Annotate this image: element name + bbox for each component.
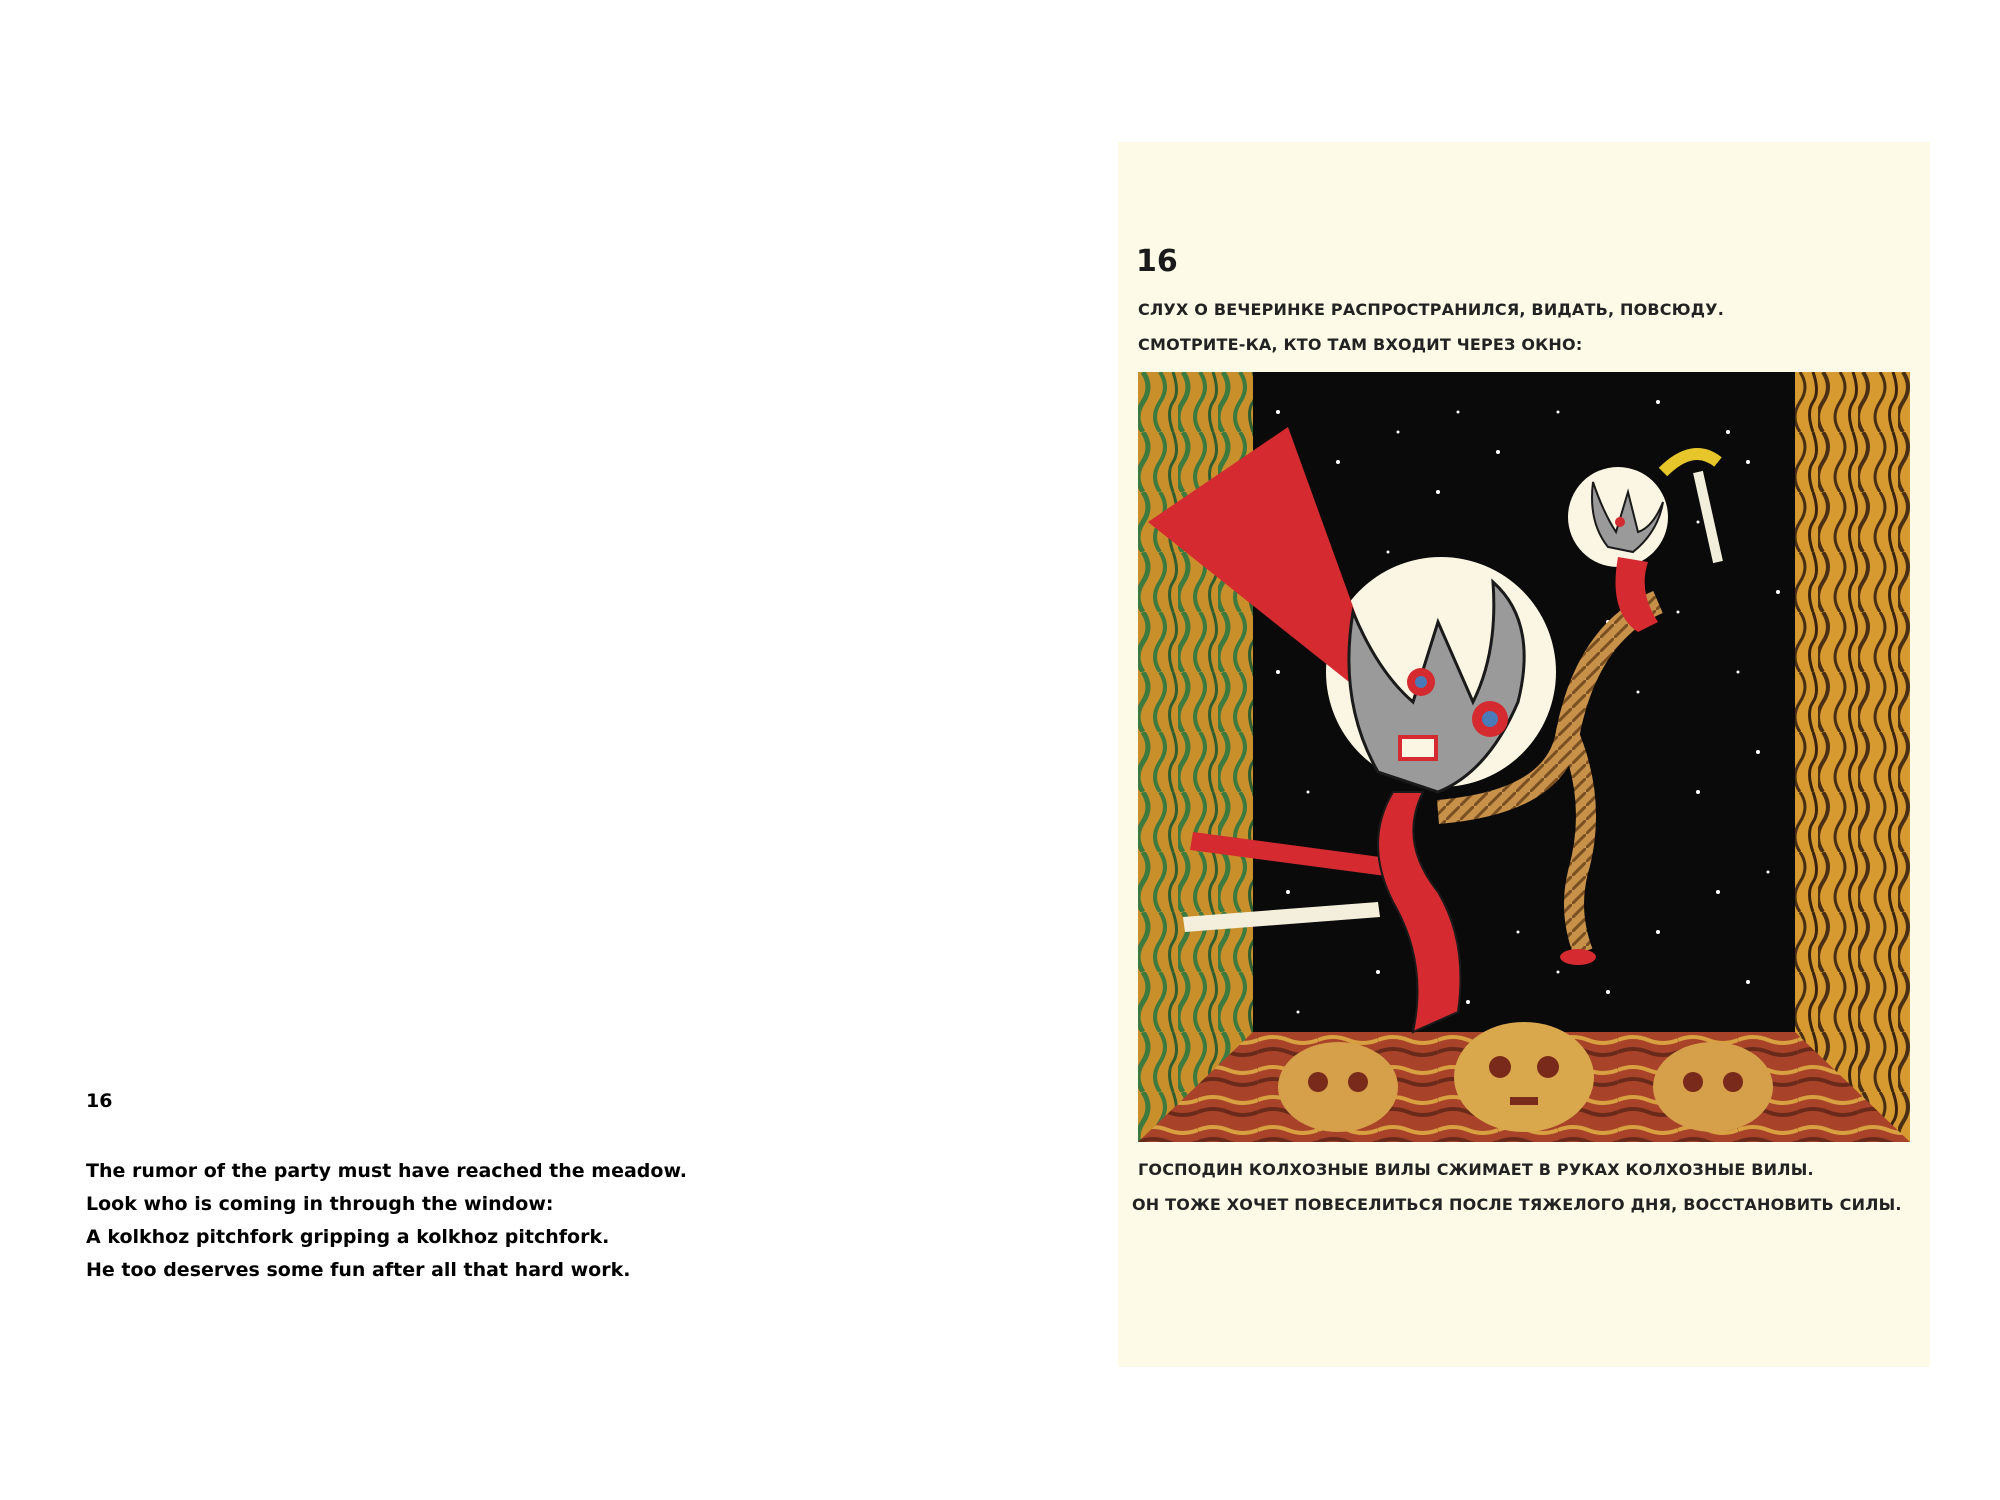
wood-wall-right	[1795, 372, 1910, 1142]
left-page-text	[86, 1155, 687, 1287]
text-line: He too deserves some fun after all that hard work.	[86, 1259, 631, 1281]
illustration-svg	[1138, 372, 1910, 1142]
text-line: The rumor of the party must have reached the meadow.	[86, 1160, 687, 1182]
left-page-number: 16	[86, 1090, 113, 1112]
illustration	[1138, 372, 1910, 1142]
text-line: A kolkhoz pitchfork gripping a kolkhoz pitchfork.	[86, 1226, 610, 1248]
caption-top-line: СМОТРИТЕ-КА, КТО ТАМ ВХОДИТ ЧЕРЕЗ ОКНО:	[1138, 335, 1583, 354]
text-line: Look who is coming in through the window:	[86, 1193, 554, 1215]
right-page	[1118, 142, 1930, 1367]
right-page-number: 16	[1136, 244, 1178, 279]
small-moon	[1568, 467, 1668, 567]
caption-bottom-line: ОН ТОЖЕ ХОЧЕТ ПОВЕСЕЛИТЬСЯ ПОСЛЕ ТЯЖЕЛОГО ДНЯ, ВОССТАНОВИТЬ СИЛЫ.	[1132, 1195, 1902, 1214]
caption-top-line: СЛУХ О ВЕЧЕРИНКЕ РАСПРОСТРАНИЛСЯ, ВИДАТЬ, ПОВСЮДУ.	[1138, 300, 1724, 319]
caption-bottom-line: ГОСПОДИН КОЛХОЗНЫЕ ВИЛЫ СЖИМАЕТ В РУКАХ КОЛХОЗНЫЕ ВИЛЫ.	[1138, 1160, 1814, 1179]
